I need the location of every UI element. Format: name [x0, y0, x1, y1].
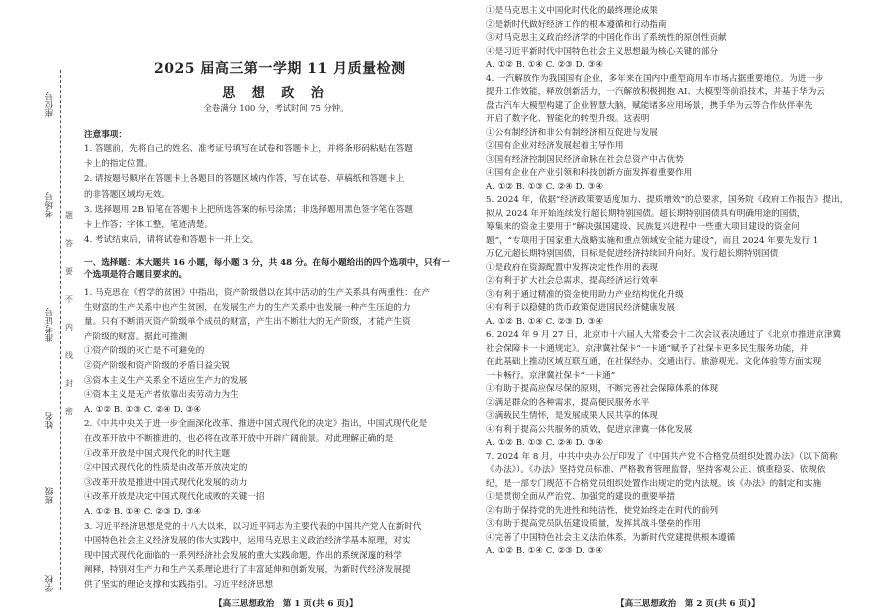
binding-strip — [0, 0, 78, 615]
text-line: 在改革开放中不断推进的，也必将在改革开放中开辟广阔前景。对此理解正确的是 — [84, 434, 394, 444]
text-line: 6. 2024 年 9 月 27 日，北京市十六届人大常委会十二次会议表决通过了《北京市推进京津冀 — [486, 330, 842, 340]
text-line: ③满载民生情怀，是发展成果人民共享的体现 — [486, 411, 658, 421]
text-line: A. ①② B. ①③ C. ②④ D. ③④ — [486, 438, 604, 448]
text-line: 3. 选择题用 2B 铅笔在答题卡上把所选答案的标号涂黑；非选择题用黑色签字笔在答题 — [84, 204, 413, 215]
text-line: ①资产阶级的灭亡是不可避免的 — [84, 346, 205, 357]
text-line: ③对马克思主义政治经济学的中国化作出了系统性的原创性贡献 — [486, 33, 727, 43]
subject-title: 思 想 政 治 — [222, 86, 330, 101]
text-line: A. ①② B. ①④ C. ②③ D. ③④ — [486, 60, 604, 70]
text-line: ②有利于扩大社会总需求，提高经济运行效率 — [486, 276, 658, 286]
text-line: 2.《中共中央关于进一步全面深化改革、推进中国式现代化的决定》指出，中国式现代化是 — [84, 419, 428, 430]
text-line: 拟从 2024 年开始连续发行超长期特别国债。超长期特别国债具有明确用途的国债， — [486, 208, 806, 219]
text-line: 2. 请按题号顺序在答题卡上各题目的答题区域内作答，写在试卷、草稿纸和答题卡上 — [84, 174, 405, 185]
seal-mark: 线 — [65, 351, 73, 360]
text-line: A. ①② B. ①③ C. ②④ D. ③④ — [84, 404, 202, 415]
page-1 — [84, 0, 468, 615]
seal-mark: 封 — [65, 379, 73, 388]
text-line: ③有利于通过精准的资金使用助力产业结构优化升级 — [486, 289, 684, 300]
text-line: 5. 2024 年，依据“经济政策要适度加力、提质增效”的总要求，国务院《政府工作报告》提出， — [486, 195, 849, 205]
text-line: ①公有制经济和非公有制经济相互促进与发展 — [486, 127, 658, 138]
text-line: 题”，“专项用于国家重大战略实施和重点领域安全能力建设”，而且 2024 年要先发行 1 — [486, 235, 819, 246]
seal-mark: 不 — [65, 295, 73, 304]
text-line: 在此基础上推动区域互联互通，在社保经办、交通出行、旅游观光、文化体验等方面实现 — [486, 357, 822, 367]
seal-mark: 答 — [65, 239, 73, 248]
text-line: ④是习近平新时代中国特色社会主义思想最为核心关键的部分 — [486, 46, 719, 57]
seat-label: 座位号 — [45, 92, 55, 118]
text-line: 纪，是一部专门规范不合格党员组织处置作出规定的党内法规。该《办法》的制定和实施 — [486, 478, 822, 489]
text-line: 4. 考试结束后，请将试卷和答题卡一并上交。 — [84, 235, 259, 246]
exam-title: 2025 届高三第一学期 11 月质量检测 — [154, 61, 406, 77]
text-line: 3. 习近平经济思想是党的十八大以来，以习近平同志为主要代表的中国共产党人在新时代 — [84, 521, 422, 532]
seal-mark: 题 — [65, 211, 73, 220]
text-line: 4. 一汽解放作为我国国有企业，多年来在国内中重型商用车市场占据重要地位。为进一步 — [486, 73, 824, 84]
name-label: 姓名 — [45, 412, 55, 429]
text-line: 的非答题区域均无效。 — [84, 189, 170, 200]
text-line: ①改革开放是中国式现代化的时代主题 — [84, 448, 231, 459]
exam-room-label: 考场号 — [45, 192, 55, 218]
page-footer-2: 【高三思想政治 第 2 页(共 6 页)】 — [616, 599, 760, 609]
text-line: 提升工作效能，释放创新活力，一汽解放积极拥抱 AI、大模型等前沿技术，并基于华为云 — [486, 87, 825, 97]
text-line: A. ①② B. ①③ C. ②④ D. ③④ — [486, 181, 604, 192]
text-line: 量。只有不断消灭资产阶级单个成员的财富，产生出不断壮大的无产阶级，才能产生资 — [84, 317, 411, 328]
seal-line — [60, 70, 61, 590]
text-line: 阐释，特别对生产力和生产关系理论进行了丰富延伸和创新发展，为新时代经济发展提 — [84, 565, 411, 576]
exam-meta: 全卷满分 100 分，考试时间 75 分钟。 — [203, 103, 349, 113]
text-line: 产阶级的财富。据此可推测 — [84, 331, 188, 342]
text-line: ①是马克思主义中国化时代化的最终理论成果 — [486, 6, 658, 16]
text-line: ④改革开放是决定中国式现代化成败的关键一招 — [84, 492, 265, 503]
text-line: 1. 答题前，先将自己的姓名、准考证号填写在试卷和答题卡上，并将条形码粘贴在答题 — [84, 144, 413, 154]
text-line: A. ①② B. ①④ C. ②③ D. ③④ — [486, 316, 604, 327]
text-line: 7. 2024 年 8 月，中共中央办公厅印发了《中国共产党不合格党员组织处置办法》（以下简称 — [486, 451, 838, 462]
seal-mark: 要 — [65, 267, 73, 276]
text-line: ③有助于提高党员队伍建设质量，发挥其战斗堡垒的作用 — [486, 519, 701, 529]
seal-mark: 内 — [65, 323, 73, 332]
text-line: ①是政府在资源配置中发挥决定性作用的表现 — [486, 262, 658, 273]
text-line: ②资产阶级和资产阶级的矛盾日益尖锐 — [84, 361, 231, 371]
text-line: ③国有经济控制国民经济命脉在社会总资产中占优势 — [486, 154, 684, 165]
text-line: 卡上的指定位置。 — [84, 159, 153, 170]
text-line: ①有助于提高应保尽保的原则，不断完善社会保障体系的体现 — [486, 384, 719, 394]
text-line: 开启了数字化、智能化的转型升级。这表明 — [486, 114, 650, 124]
text-line: ②中国式现代化的性质是由改革开放决定的 — [84, 463, 248, 474]
text-line: A. ①② B. ①④ C. ②③ D. ③④ — [486, 546, 604, 556]
text-line: ③改革开放是推进中国式现代化发展的动力 — [84, 477, 248, 488]
page-2 — [486, 0, 870, 615]
seal-mark: 密 — [65, 407, 73, 416]
text-line: 现中国式现代化面临的一系列经济社会发展的重大实践命题，作出的系统深邃的科学 — [84, 550, 402, 561]
school-label: 学校 — [45, 575, 55, 592]
text-line: 盘古汽车大模型构建了企业智慧大脑，赋能诸多应用场景，携手华为云等合作伙伴率先 — [486, 100, 813, 111]
text-line: ④资本主义是无产者依靠出卖劳动力为生 — [84, 390, 239, 401]
text-line: 供了坚实的理论支撑和实践指引。习近平经济思想 — [84, 580, 274, 590]
page-footer-1: 【高三思想政治 第 1 页(共 6 页)】 — [214, 599, 358, 609]
text-line: ①是贯彻全面从严治党、加强党的建设的重要举措 — [486, 492, 676, 502]
text-line: ④有利于提高公共服务的质效，促进京津冀一体化发展 — [486, 424, 693, 435]
text-line: 《办法》）。《办法》坚持党员标准、严格教育管理监督，坚持客观公正、慎重稳妥、依规依 — [486, 465, 826, 475]
text-line: 生财富的生产关系中也产生贫困，在发展生产力的生产关系中也发展一种产生压迫的力 — [84, 302, 411, 313]
text-line: ②有助于保持党的先进性和纯洁性，使党始终走在时代的前列 — [486, 505, 719, 516]
text-line: ④国有企业在产业引领和科技创新方面发挥着重要作用 — [486, 168, 693, 178]
text-line: 社会保障卡一卡通规定》。京津冀社保卡“一卡通”赋予了社保卡更多民生服务功能，并 — [486, 343, 809, 354]
text-line: ④有利于以稳健的货币政策促进国民经济健康发展 — [486, 303, 676, 313]
section-heading: 一、选择题：本大题共 16 小题，每小题 3 分，共 48 分。在每小题给出的四个选项中，只有一 — [84, 258, 450, 268]
text-line: 卡上作答；字体工整，笔迹清楚。 — [84, 220, 213, 230]
text-line: ②满足群众的各种需求，提高便民服务水平 — [486, 397, 650, 408]
text-line: A. ①② B. ①④ C. ②③ D. ③④ — [84, 507, 202, 517]
section-heading-cont: 个选项是符合题目要求的。 — [84, 270, 188, 280]
ticket-no-label: 准考证号 — [45, 308, 55, 342]
text-line: 万亿元超长期特别国债，目标是促进经济持续回升向好。发行超长期特别国债 — [486, 249, 779, 259]
text-line: ③资本主义生产关系全不适应生产力的发展 — [84, 375, 248, 386]
text-line: 中国特色社会主义经济发展的伟大实践中，运用马克思主义政治经济学基本原理，对实 — [84, 536, 411, 547]
text-line: 筹集来的资金主要用于“解决强国建设、民族复兴进程中一些重大项目建设的资金问 — [486, 222, 800, 232]
notes-heading: 注意事项： — [84, 130, 127, 140]
text-line: 1. 马克思在《哲学的贫困》中指出，资产阶级借以在其中活动的生产关系具有两重性：在产 — [84, 288, 431, 298]
text-line: 一卡畅行。京津冀社保卡“一卡通” — [486, 370, 616, 381]
class-label: 班级 — [45, 487, 55, 504]
text-line: ②国有企业对经济发展起着主导作用 — [486, 141, 624, 151]
text-line: ②是新时代做好经济工作的根本遵循和行动指南 — [486, 19, 667, 30]
text-line: ④完善了中国特色社会主义法治体系，为新时代党建提供根本遵循 — [486, 532, 736, 543]
